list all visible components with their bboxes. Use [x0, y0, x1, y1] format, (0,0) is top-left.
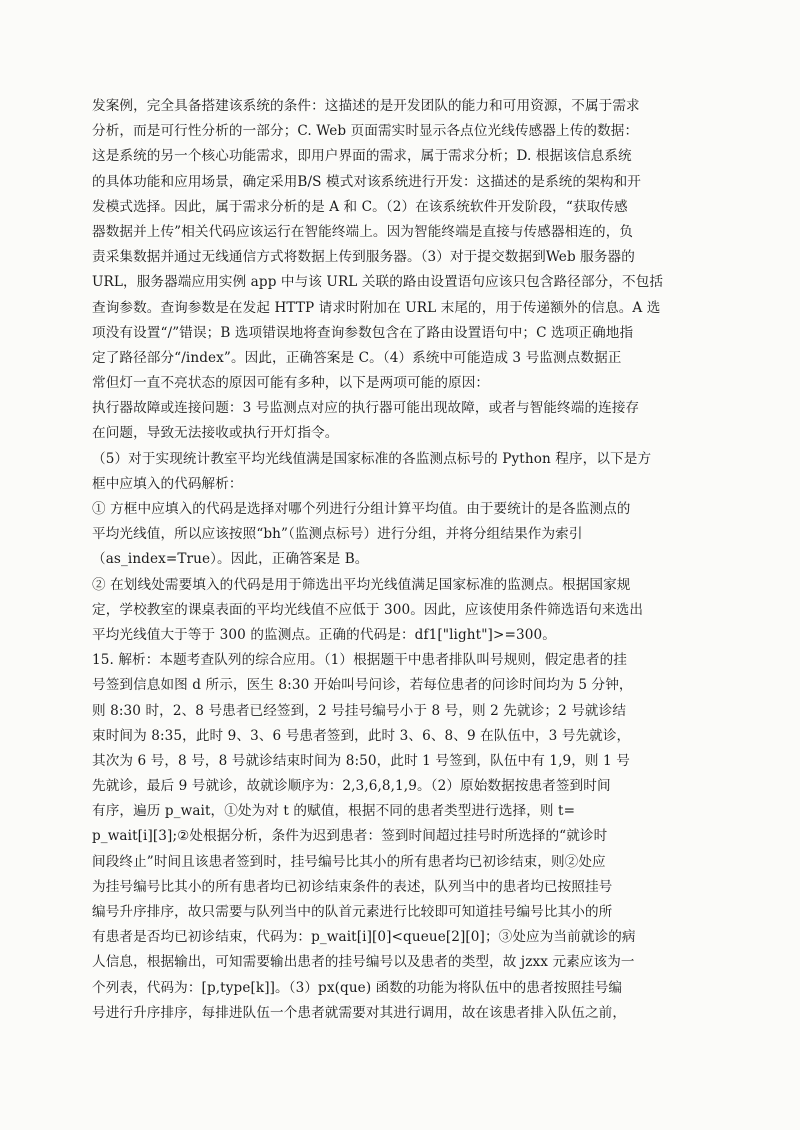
text-line: 先就诊，最后 9 号就诊，故就诊顺序为：2,3,6,8,1,9。（2）原始数据按患者签到时间	[92, 778, 611, 795]
text-line: 平均光线值大于等于 300 的监测点。正确的代码是：df1["light"]>=300。	[92, 626, 556, 643]
text-line: 分析，而是可行性分析的一部分；C. Web 页面需实时显示各点位光线传感器上传的数据：	[92, 123, 639, 140]
text-line: 平均光线值，所以应该按照“bh”（监测点标号）进行分组，并将分组结果作为索引	[92, 526, 583, 543]
text-line: 定了路径部分“/index”。因此，正确答案是 C。（4）系统中可能造成 3 号监测点数据正	[92, 349, 622, 366]
text-line: 其次为 6 号，8 号，8 号就诊结束时间为 8:50，此时 1 号签到，队伍中有 1,9，则 1 号	[92, 752, 630, 769]
text-line: ② 在划线处需要填入的代码是用于筛选出平均光线值满足国家标准的监测点。根据国家规	[92, 576, 631, 593]
text-line: 责采集数据并通过无线通信方式将数据上传到服务器。（3）对于提交数据到Web 服务器的	[92, 249, 635, 266]
text-line: 框中应填入的代码解析：	[92, 475, 243, 492]
text-line: （as_index=True）。因此，正确答案是 B。	[92, 551, 369, 568]
text-line: 有患者是否均已初诊结束，代码为：p_wait[i][0]<queue[2][0]；③处应为当前就诊的病	[92, 929, 636, 946]
text-line: 间段终止”时间且该患者签到时，挂号编号比其小的所有患者均已初诊结束，则②处应	[92, 853, 606, 870]
text-line: （5）对于实现统计教室平均光线值满是国家标准的各监测点标号的 Python 程序，以下是方	[92, 450, 652, 467]
text-line: 个列表，代码为：[p,type[k]]。（3）px(que) 函数的功能为将队伍中的患者按照挂号编	[92, 979, 623, 996]
text-line: 则 8:30 时，2、8 号患者已经签到，2 号挂号编号小于 8 号，则 2 先就诊；2 号就诊结	[92, 702, 627, 719]
text-line: 为挂号编号比其小的所有患者均已初诊结束条件的表述，队列当中的患者均已按照挂号	[92, 878, 613, 895]
text-line: 束时间为 8:35，此时 9、3、6 号患者签到，此时 3、6、8、9 在队伍中，3 号先就诊，	[92, 727, 631, 744]
text-line: 在问题，导致无法接收或执行开灯指令。	[92, 425, 339, 442]
text-body	[92, 94, 710, 1026]
text-line: ① 方框中应填入的代码是选择对哪个列进行分组计算平均值。由于要统计的是各监测点的	[92, 501, 631, 517]
text-line: 这是系统的另一个核心功能需求，即用户界面的需求，属于需求分析；D. 根据该信息系统	[92, 148, 632, 165]
section-15-heading-line: 15. 解析：本题考查队列的综合应用。（1）根据题干中患者排队叫号规则，假定患者的挂	[92, 652, 627, 669]
text-line: 器数据并上传”相关代码应该运行在智能终端上。因为智能终端是直接与传感器相连的，负	[92, 223, 634, 240]
text-line: 号进行升序排序，每排进队伍一个患者就需要对其进行调用，故在该患者排入队伍之前，	[92, 1004, 627, 1021]
text-line: 常但灯一直不亮状态的原因可能有多种，以下是两项可能的原因：	[92, 375, 490, 392]
text-line: 执行器故障或连接问题：3 号监测点对应的执行器可能出现故障，或者与智能终端的连接存	[92, 400, 640, 417]
text-line: 发案例，完全具备搭建该系统的条件：这描述的是开发团队的能力和可用资源，不属于需求	[92, 98, 640, 114]
text-line: 项没有设置“/”错误；B 选项错误地将查询参数包含在了路由设置语句中；C 选项正确地指	[92, 324, 634, 341]
text-line: 人信息，根据输出，可知需要输出患者的挂号编号以及患者的类型，故 jzxx 元素应该为一	[92, 954, 635, 971]
text-line: p_wait[i][3];②处根据分析，条件为迟到患者：签到时间超过挂号时所选择的“就诊时	[92, 828, 608, 845]
text-line: 编号升序排序，故只需要与队列当中的队首元素进行比较即可知道挂号编号比其小的所	[92, 904, 613, 920]
text-line: 有序，遍历 p_wait，①处为对 t 的赋值，根据不同的患者类型进行选择，则 t=	[92, 803, 576, 820]
text-line: 发模式选择。因此，属于需求分析的是 A 和 C。（2）在该系统软件开发阶段，“获取传感	[92, 198, 628, 215]
text-line: URL，服务器端应用实例 app 中与该 URL 关联的路由设置语句应该只包含路径部分，不包括	[92, 274, 664, 291]
text-line: 的具体功能和应用场景，确定采用B/S 模式对该系统进行开发：这描述的是系统的架构和开	[92, 173, 641, 190]
text-line: 号签到信息如图 d 所示，医生 8:30 开始叫号问诊，若每位患者的问诊时间均为 5 分钟，	[92, 677, 633, 694]
text-line: 定，学校教室的课桌表面的平均光线值不应低于 300。因此，应该使用条件筛选语句来选出	[92, 601, 644, 618]
text-line: 查询参数。查询参数是在发起 HTTP 请求时附加在 URL 末尾的，用于传递额外的信息。A 选	[92, 299, 661, 316]
